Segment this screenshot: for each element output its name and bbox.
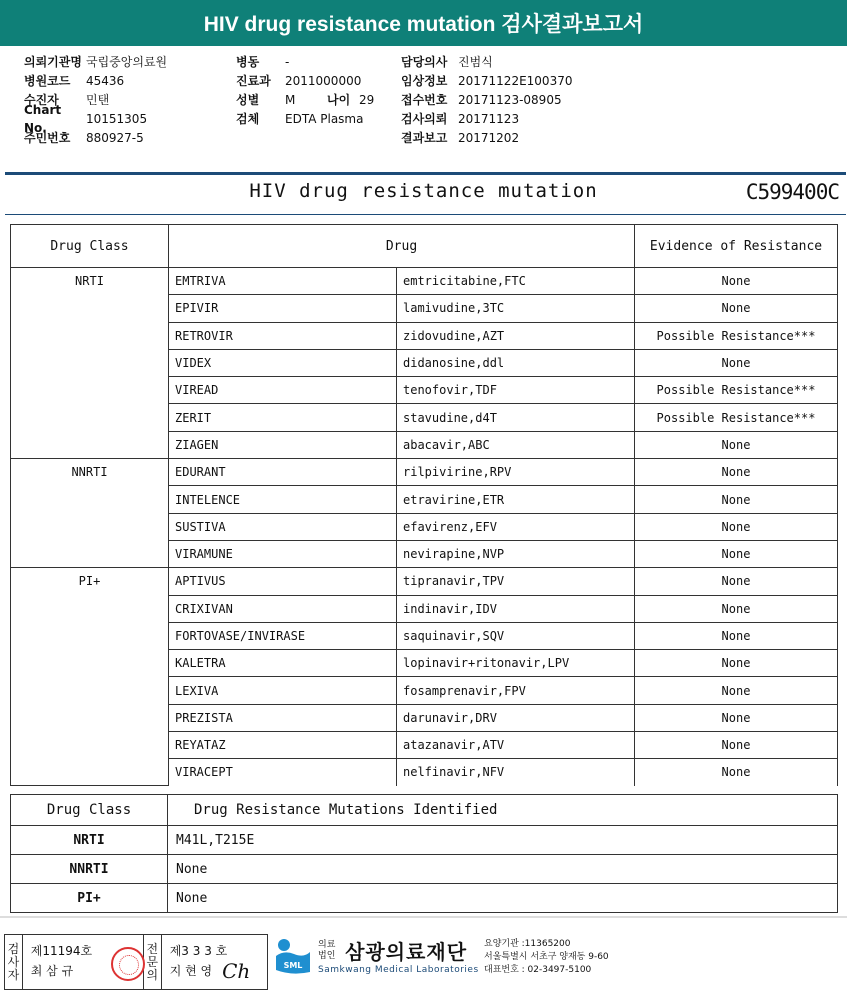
info-label: 결과보고 <box>401 130 448 145</box>
info-row <box>24 128 167 147</box>
header-evidence: Evidence of Resistance <box>635 225 838 268</box>
evidence-cell: None <box>635 349 838 376</box>
header-mutations: Drug Resistance Mutations Identified <box>168 795 838 826</box>
drug-generic-cell: tipranavir,TPV <box>397 568 635 595</box>
info-label: 성별 <box>236 92 260 107</box>
evidence-cell: None <box>635 459 838 486</box>
info-value: 민탠 <box>86 92 110 107</box>
drug-generic-cell: efavirenz,EFV <box>397 513 635 540</box>
drug-brand-cell: REYATAZ <box>169 732 397 759</box>
drug-generic-cell: didanosine,ddl <box>397 349 635 376</box>
drug-generic-cell: fosamprenavir,FPV <box>397 677 635 704</box>
drug-class-cell: NRTI <box>11 826 168 855</box>
header-drug-class: Drug Class <box>11 795 168 826</box>
seal-stamp-icon <box>111 947 145 981</box>
drug-brand-cell: SUSTIVA <box>169 513 397 540</box>
drug-brand-cell: PREZISTA <box>169 704 397 731</box>
drug-brand-cell: VIRAMUNE <box>169 540 397 567</box>
info-label: 검사의뢰 <box>401 111 448 126</box>
info-row <box>401 90 572 109</box>
evidence-cell: None <box>635 295 838 322</box>
drug-brand-cell: EMTRIVA <box>169 268 397 295</box>
table-row <box>11 268 838 295</box>
info-value: M <box>285 92 296 107</box>
info-label: 접수번호 <box>401 92 448 107</box>
info-label: 진료과 <box>236 73 271 88</box>
drug-generic-cell: tenofovir,TDF <box>397 377 635 404</box>
examiner-name: 최 삼 규 <box>30 964 74 978</box>
info-value: 45436 <box>86 73 125 88</box>
drug-class-cell: PI+ <box>11 568 169 786</box>
drug-brand-cell: EPIVIR <box>169 295 397 322</box>
section-divider-thin <box>5 214 846 215</box>
drug-generic-cell: etravirine,ETR <box>397 486 635 513</box>
info-row <box>401 109 572 128</box>
info-value: 20171123 <box>458 111 520 126</box>
report-title: HIV drug resistance mutation <box>249 180 598 202</box>
info-value: - <box>285 54 290 69</box>
header-drug: Drug <box>169 225 635 268</box>
table-row <box>11 568 838 595</box>
evidence-cell: None <box>635 268 838 295</box>
vertical-label-char: 문 <box>146 954 159 969</box>
examiner-label <box>5 935 23 989</box>
table-row <box>11 459 838 486</box>
org-prefix: 의료법인 <box>318 940 336 961</box>
vertical-label-char: 사 <box>7 954 20 969</box>
info-value: 880927-5 <box>86 130 144 145</box>
report-header-title: HIV drug resistance mutation 검사결과보고서 <box>203 13 644 36</box>
drug-brand-cell: APTIVUS <box>169 568 397 595</box>
info-row <box>24 52 167 71</box>
info-label: 주민번호 <box>24 130 71 145</box>
mutations-cell: None <box>168 855 838 884</box>
drug-class-cell: PI+ <box>11 884 168 913</box>
info-label: 의뢰기관명 <box>24 54 82 69</box>
drug-brand-cell: VIDEX <box>169 349 397 376</box>
info-row <box>401 52 572 71</box>
info-value: 국립중앙의료원 <box>86 54 168 69</box>
table-row <box>11 884 838 913</box>
table-row <box>11 826 838 855</box>
evidence-cell: Possible Resistance*** <box>635 377 838 404</box>
drug-generic-cell: lamivudine,3TC <box>397 295 635 322</box>
drug-generic-cell: abacavir,ABC <box>397 431 635 458</box>
drug-brand-cell: EDURANT <box>169 459 397 486</box>
evidence-cell: None <box>635 431 838 458</box>
mutations-cell: None <box>168 884 838 913</box>
drug-generic-cell: stavudine,d4T <box>397 404 635 431</box>
evidence-cell: None <box>635 486 838 513</box>
drug-brand-cell: VIREAD <box>169 377 397 404</box>
contact-line: 요양기관 :11365200 <box>484 939 571 949</box>
drug-generic-cell: nelfinavir,NFV <box>397 759 635 786</box>
report-header-banner <box>0 0 847 46</box>
section-divider <box>5 172 846 175</box>
evidence-cell: None <box>635 595 838 622</box>
info-label: 담당의사 <box>401 54 448 69</box>
drug-generic-cell: lopinavir+ritonavir,LPV <box>397 650 635 677</box>
info-label: 병원코드 <box>24 73 71 88</box>
evidence-cell: Possible Resistance*** <box>635 322 838 349</box>
drug-class-cell: NRTI <box>11 268 169 459</box>
info-label: 검체 <box>236 111 260 126</box>
mutations-table <box>10 794 838 913</box>
evidence-cell: None <box>635 540 838 567</box>
info-value: 2011000000 <box>285 73 362 88</box>
info-value: 20171123-08905 <box>458 92 562 107</box>
info-value: 진범식 <box>458 54 493 69</box>
evidence-cell: None <box>635 732 838 759</box>
drug-class-cell: NNRTI <box>11 459 169 568</box>
info-row <box>24 71 167 90</box>
mutations-cell: M41L,T215E <box>168 826 838 855</box>
evidence-cell: None <box>635 650 838 677</box>
patient-info-col3 <box>401 52 572 147</box>
physician-name: 지 현 영 <box>169 964 213 978</box>
logo-text: SML <box>283 961 303 970</box>
vertical-label-char: 의 <box>146 967 159 982</box>
physician-signature: Ch <box>222 959 251 983</box>
drug-generic-cell: zidovudine,AZT <box>397 322 635 349</box>
age-label: 나이 <box>327 92 351 107</box>
drug-brand-cell: FORTOVASE/INVIRASE <box>169 622 397 649</box>
org-english-name: Samkwang Medical Laboratories <box>318 965 479 975</box>
vertical-label-char: 검 <box>7 941 20 956</box>
drug-generic-cell: emtricitabine,FTC <box>397 268 635 295</box>
evidence-cell: None <box>635 513 838 540</box>
info-row <box>24 102 167 135</box>
drug-brand-cell: CRIXIVAN <box>169 595 397 622</box>
org-contact <box>484 938 609 977</box>
info-value: 20171202 <box>458 130 520 145</box>
sml-logo-icon <box>272 936 312 976</box>
drug-brand-cell: INTELENCE <box>169 486 397 513</box>
evidence-cell: None <box>635 677 838 704</box>
drug-generic-cell: indinavir,IDV <box>397 595 635 622</box>
examiner-info <box>23 935 143 989</box>
footer-divider <box>0 916 847 918</box>
report-code: C599400C <box>745 180 839 204</box>
table-row <box>11 855 838 884</box>
drug-brand-cell: VIRACEPT <box>169 759 397 786</box>
drug-generic-cell: saquinavir,SQV <box>397 622 635 649</box>
info-label: 병동 <box>236 54 260 69</box>
evidence-cell: None <box>635 622 838 649</box>
contact-line: 대표번호 : 02-3497-5100 <box>484 965 592 975</box>
physician-number: 제3 3 3 호 <box>169 944 228 958</box>
evidence-cell: None <box>635 704 838 731</box>
drug-brand-cell: LEXIVA <box>169 677 397 704</box>
drug-generic-cell: atazanavir,ATV <box>397 732 635 759</box>
patient-info-col2 <box>236 52 374 128</box>
drug-brand-cell: RETROVIR <box>169 322 397 349</box>
examiner-number: 제11194호 <box>30 944 93 958</box>
drug-generic-cell: darunavir,DRV <box>397 704 635 731</box>
physician-info <box>162 935 267 989</box>
info-value: 10151305 <box>86 111 148 126</box>
drug-generic-cell: rilpivirine,RPV <box>397 459 635 486</box>
signature-box <box>4 934 268 990</box>
evidence-cell: None <box>635 759 838 786</box>
resistance-table <box>10 224 838 786</box>
organization-block <box>318 936 479 975</box>
drug-brand-cell: KALETRA <box>169 650 397 677</box>
evidence-cell: None <box>635 568 838 595</box>
info-label: 수진자 <box>24 92 59 107</box>
drug-generic-cell: nevirapine,NVP <box>397 540 635 567</box>
contact-line: 서울특별시 서초구 양재동 9-60 <box>484 952 609 962</box>
header-drug-class: Drug Class <box>11 225 169 268</box>
info-row <box>401 128 572 147</box>
patient-info-col1 <box>24 52 167 147</box>
info-value: 20171122E100370 <box>458 73 573 88</box>
drug-class-cell: NNRTI <box>11 855 168 884</box>
vertical-label-char: 자 <box>7 967 20 982</box>
drug-brand-cell: ZIAGEN <box>169 431 397 458</box>
evidence-cell: Possible Resistance*** <box>635 404 838 431</box>
info-row <box>401 71 572 90</box>
vertical-label-char: 전 <box>146 941 159 956</box>
org-name: 삼광의료재단 <box>345 940 468 964</box>
physician-label <box>143 935 162 989</box>
age-value: 29 <box>359 92 375 107</box>
info-label: Chart No. <box>24 102 62 135</box>
info-label: 임상정보 <box>401 73 448 88</box>
info-value: EDTA Plasma <box>285 111 364 126</box>
drug-brand-cell: ZERIT <box>169 404 397 431</box>
